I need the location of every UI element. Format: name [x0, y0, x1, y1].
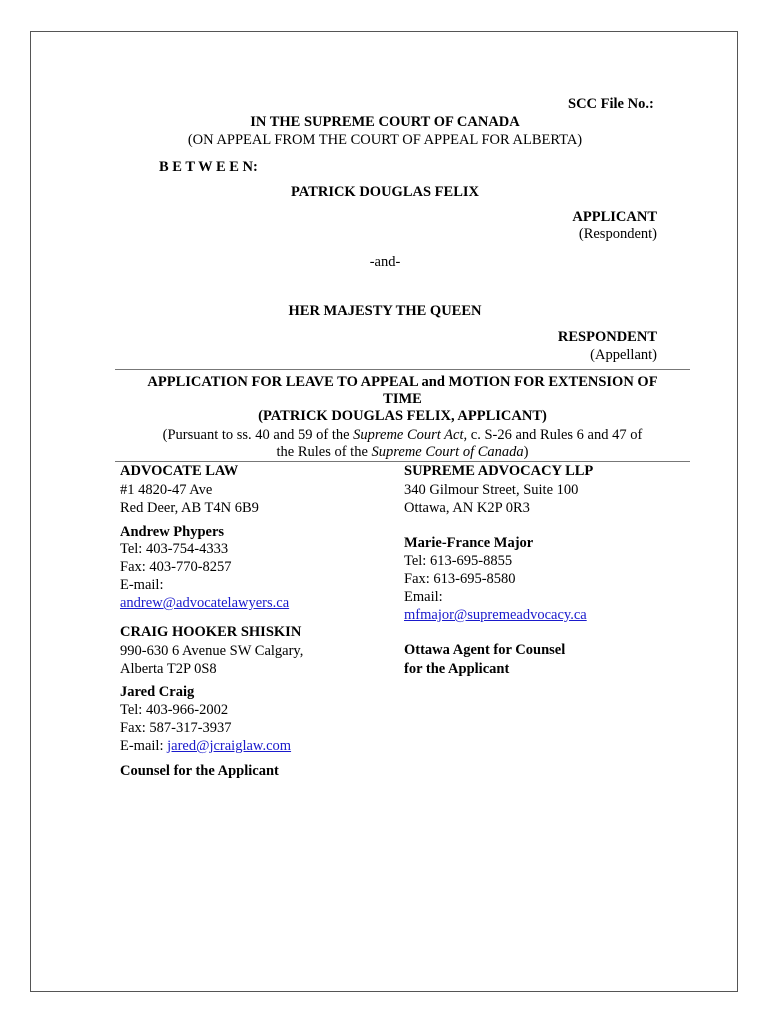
firm2-name: CRAIG HOOKER SHISKIN — [120, 624, 302, 640]
agent-fax: Fax: 613-695-8580 — [404, 571, 516, 587]
document-page — [30, 31, 738, 992]
and-separator: -and- — [369, 254, 401, 270]
lawyer2-email-link[interactable]: jared@jcraiglaw.com — [167, 738, 292, 754]
lawyer1-tel: Tel: 403-754-4333 — [120, 541, 229, 557]
respondent-subrole: (Appellant) — [590, 347, 657, 363]
lawyer2-email-line — [120, 737, 291, 755]
respondent-name: HER MAJESTY THE QUEEN — [288, 303, 482, 319]
file-number: SCC File No.: — [568, 96, 654, 112]
counsel-label: Counsel for the Applicant — [120, 763, 279, 779]
lawyer1-email-link[interactable]: andrew@advocatelawyers.ca — [120, 595, 290, 611]
agent-address2: Ottawa, AN K2P 0R3 — [404, 500, 530, 516]
lawyer1-name: Andrew Phypers — [120, 524, 225, 540]
agent-tel: Tel: 613-695-8855 — [404, 553, 513, 569]
agent-address1: 340 Gilmour Street, Suite 100 — [404, 482, 579, 498]
lawyer2-email-label: E-mail: — [120, 738, 168, 754]
agent-email-label: Email: — [404, 589, 443, 605]
agent-role-line1: Ottawa Agent for Counsel — [404, 642, 566, 658]
lawyer1-email-label: E-mail: — [120, 577, 164, 593]
lawyer2-tel: Tel: 403-966-2002 — [120, 702, 229, 718]
lawyer2-fax: Fax: 587-317-3937 — [120, 720, 232, 736]
agent-firm-name: SUPREME ADVOCACY LLP — [404, 463, 594, 479]
applicant-role: APPLICANT — [572, 209, 657, 225]
court-italic: Supreme Court of Canada — [371, 444, 524, 460]
respondent-role: RESPONDENT — [557, 329, 657, 345]
agent-role-line2: for the Applicant — [404, 661, 510, 677]
act-name: Supreme Court Act, — [353, 427, 468, 443]
firm2-address1: 990-630 6 Avenue SW Calgary, — [120, 643, 304, 659]
rules-text-b: ) — [523, 444, 529, 460]
firm1-address2: Red Deer, AB T4N 6B9 — [120, 500, 259, 516]
rules-text-a: the Rules of the — [276, 444, 372, 460]
between-label: B E T W E E N: — [159, 159, 258, 175]
applicant-subrole: (Respondent) — [578, 226, 657, 242]
pursuant-text-b: c. S-26 and Rules 6 and 47 of — [467, 427, 643, 443]
pursuant-text-a: (Pursuant to ss. 40 and 59 of the — [162, 427, 354, 443]
court-name: IN THE SUPREME COURT OF CANADA — [250, 114, 520, 130]
document-title-line2: TIME — [383, 391, 422, 407]
applicant-name: PATRICK DOUGLAS FELIX — [291, 184, 479, 200]
lawyer1-fax: Fax: 403-770-8257 — [120, 559, 232, 575]
firm1-address1: #1 4820-47 Ave — [120, 482, 213, 498]
pursuant-line — [115, 426, 690, 444]
divider-top — [115, 369, 690, 370]
agent-email-link[interactable]: mfmajor@supremeadvocacy.ca — [404, 607, 587, 623]
firm1-name: ADVOCATE LAW — [120, 463, 239, 479]
agent-lawyer-name: Marie-France Major — [404, 535, 534, 551]
rules-line — [115, 443, 690, 461]
document-title-line1: APPLICATION FOR LEAVE TO APPEAL and MOTION FOR EXTENSION OF — [147, 374, 658, 390]
appeal-from: (ON APPEAL FROM THE COURT OF APPEAL FOR ALBERTA) — [187, 132, 583, 148]
firm2-address2: Alberta T2P 0S8 — [120, 661, 217, 677]
document-subtitle: (PATRICK DOUGLAS FELIX, APPLICANT) — [258, 408, 547, 424]
lawyer2-name: Jared Craig — [120, 684, 195, 700]
